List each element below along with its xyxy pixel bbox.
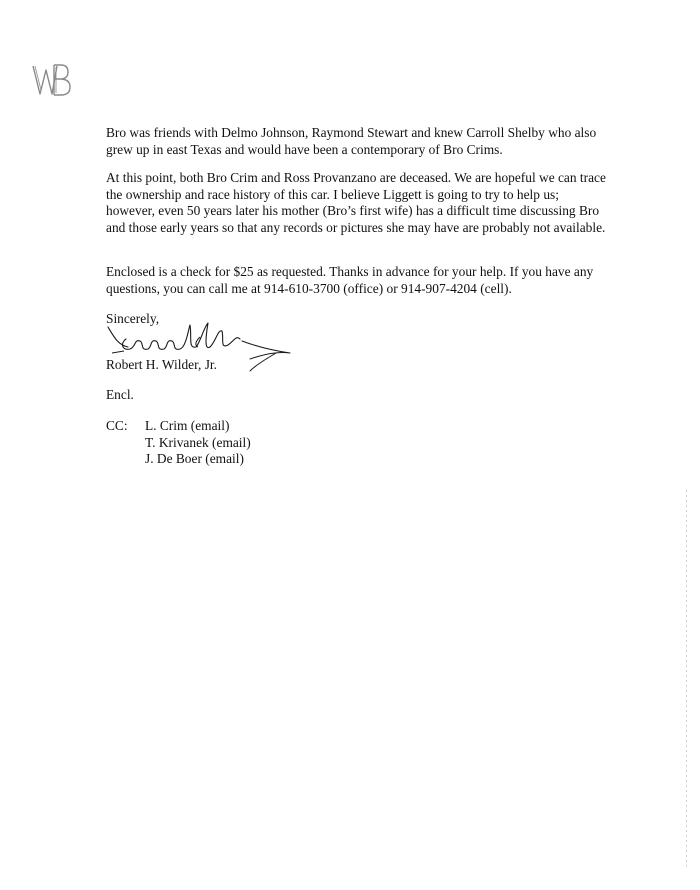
cc-recipient: J. De Boer (email) [145, 451, 244, 466]
cc-label: CC: [106, 418, 128, 433]
closing-salutation: Sincerely, [106, 311, 160, 326]
scan-edge-mark [686, 490, 687, 870]
enclosure-note: Encl. [106, 387, 134, 402]
paragraph-enclosed-check: Enclosed is a check for $25 as requested. Thanks in advance for your help. If you have any questions, you can call me at 914-610-3700 (office) or 914-907-4204 (cell). [106, 264, 594, 296]
paragraph-deceased: At this point, both Bro Crim and Ross Provanzano are deceased. We are hopeful we can trace the ownership and race history of this car. I believe Liggett is going to try to help us; however, even 50 years later his mother (Bro’s first wife) has a difficult time discussing Bro and those early years so that any records or pictures she may have are probably not available. [106, 170, 606, 235]
wb-monogram-logo [30, 60, 74, 100]
cc-recipient-list [145, 418, 251, 468]
cc-recipient: L. Crim (email) [145, 418, 230, 433]
signer-name: Robert H. Wilder, Jr. [106, 357, 217, 372]
cc-recipient: T. Krivanek (email) [145, 434, 251, 450]
paragraph-friends: Bro was friends with Delmo Johnson, Raymond Stewart and knew Carroll Shelby who also grew up in east Texas and would have been a contemporary of Bro Crims. [106, 125, 597, 157]
